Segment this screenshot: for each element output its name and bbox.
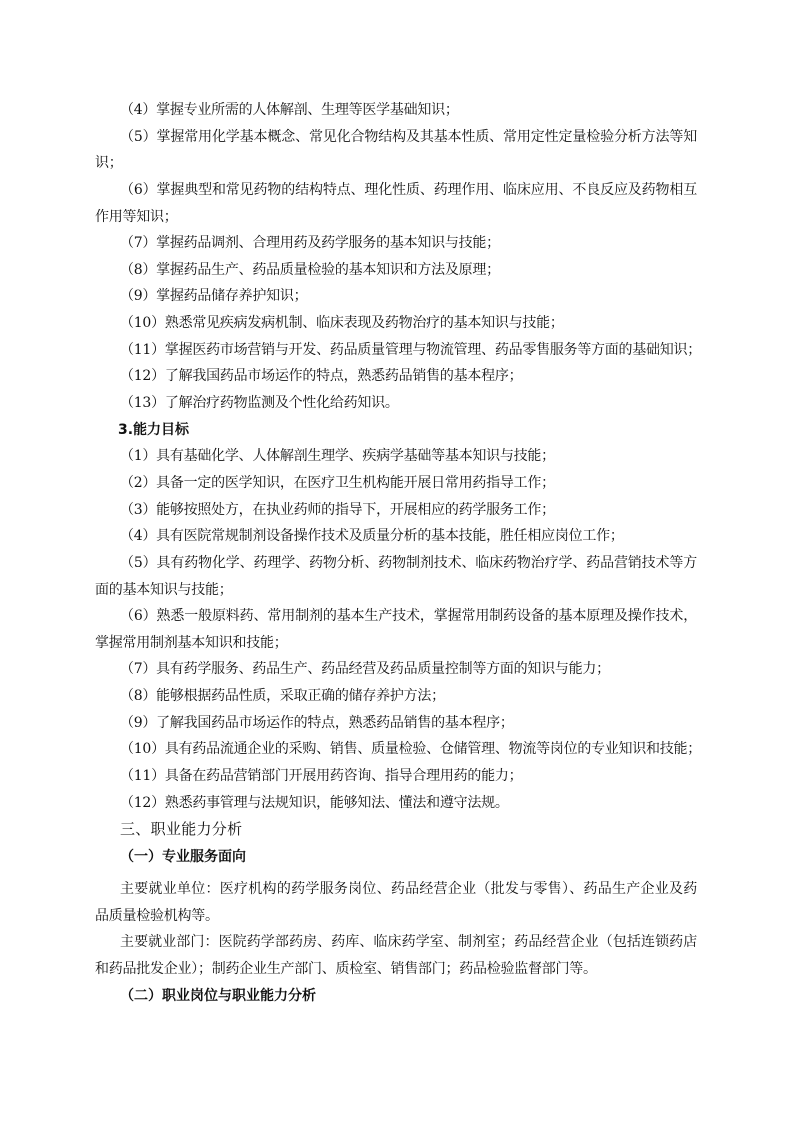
text-line: （10）熟悉常见疾病发病机制、临床表现及药物治疗的基本知识与技能； bbox=[120, 315, 564, 332]
knowledge-item bbox=[95, 390, 697, 417]
text-line: （4）具有医院常规制剂设备操作技术及质量分析的基本技能，胜任相应岗位工作； bbox=[120, 528, 624, 545]
ability-item bbox=[95, 683, 697, 710]
ability-item bbox=[95, 550, 697, 603]
text-line: （9）了解我国药品市场运作的特点，熟悉药品销售的基本程序； bbox=[120, 714, 514, 731]
knowledge-item bbox=[95, 177, 697, 230]
knowledge-item bbox=[95, 257, 697, 284]
text-line: （12）了解我国药品市场运作的特点，熟悉药品销售的基本程序； bbox=[120, 368, 523, 385]
text-line: （2）具备一定的医学知识，在医疗卫生机构能开展日常用药指导工作； bbox=[120, 474, 555, 491]
knowledge-list bbox=[95, 97, 702, 417]
knowledge-item bbox=[95, 97, 697, 124]
subsection-heading-positions: （二）职业岗位与职业能力分析 bbox=[120, 987, 316, 1004]
text-line: （11）掌握医药市场营销与开发、药品质量管理与物流管理、药品零售服务等方面的基础知识； bbox=[120, 341, 702, 358]
text-line: （3）能够按照处方，在执业药师的指导下，开展相应的药学服务工作； bbox=[120, 501, 555, 518]
text-line: 作用等知识； bbox=[95, 208, 178, 225]
knowledge-item bbox=[95, 124, 697, 177]
text-line: （1）具有基础化学、人体解剖生理学、疾病学基础等基本知识与技能； bbox=[120, 448, 555, 465]
knowledge-item bbox=[95, 337, 702, 364]
ability-item bbox=[95, 523, 697, 550]
section-heading: 三、职业能力分析 bbox=[120, 820, 243, 839]
knowledge-item bbox=[95, 363, 697, 390]
text-line: 面的基本知识与技能； bbox=[95, 581, 233, 598]
text-line: 品质量检验机构等。 bbox=[95, 907, 219, 924]
knowledge-item bbox=[95, 283, 697, 310]
text-line: 掌握常用制剂基本知识和技能； bbox=[95, 634, 288, 651]
ability-item bbox=[95, 790, 697, 817]
ability-item bbox=[95, 710, 697, 737]
text-line: 主要就业部门：医院药学部药房、药库、临床药学室、制剂室；药品经营企业（包括连锁药店 bbox=[120, 934, 697, 951]
text-line: （11）具备在药品营销部门开展用药咨询、指导合理用药的能力； bbox=[120, 768, 523, 785]
text-line: （13）了解治疗药物监测及个性化给药知识。 bbox=[120, 395, 399, 412]
text-line: 和药品批发企业）；制药企业生产部门、质检室、销售部门；药品检验监督部门等。 bbox=[95, 961, 597, 977]
text-line: （8）能够根据药品性质，采取正确的储存养护方法； bbox=[120, 688, 445, 705]
service-paragraph bbox=[95, 929, 697, 982]
ability-item bbox=[95, 470, 697, 497]
text-line: （6）掌握典型和常见药物的结构特点、理化性质、药理作用、临床应用、不良反应及药物相互 bbox=[120, 181, 697, 198]
text-line: （4）掌握专业所需的人体解剖、生理等医学基础知识； bbox=[120, 102, 459, 118]
knowledge-item bbox=[95, 230, 697, 257]
text-line: （9）掌握药品储存养护知识； bbox=[120, 288, 308, 305]
ability-item bbox=[95, 656, 697, 683]
text-line: 识； bbox=[95, 155, 123, 172]
ability-heading: 3.能力目标 bbox=[118, 421, 190, 438]
text-line: 主要就业单位：医疗机构的药学服务岗位、药品经营企业（批发与零售）、药品生产企业及药 bbox=[120, 881, 697, 898]
ability-item bbox=[95, 763, 697, 790]
ability-item bbox=[95, 603, 697, 656]
text-line: （12）熟悉药事管理与法规知识，能够知法、懂法和遵守法规。 bbox=[120, 794, 509, 811]
text-line: （7）具有药学服务、药品生产、药品经营及药品质量控制等方面的知识与能力； bbox=[120, 661, 610, 678]
subsection-heading-service: （一）专业服务面向 bbox=[120, 849, 246, 866]
ability-item bbox=[95, 736, 702, 763]
text-line: （10）具有药品流通企业的采购、销售、质量检验、仓储管理、物流等岗位的专业知识和技能； bbox=[120, 741, 702, 758]
text-line: （6）熟悉一般原料药、常用制剂的基本生产技术，掌握常用制药设备的基本原理及操作技术， bbox=[120, 608, 697, 625]
knowledge-item bbox=[95, 310, 697, 337]
ability-item bbox=[95, 497, 697, 524]
ability-list bbox=[95, 443, 702, 816]
text-line: （5）掌握常用化学基本概念、常见化合物结构及其基本性质、常用定性定量检验分析方法等知 bbox=[120, 128, 697, 145]
text-line: （5）具有药物化学、药理学、药物分析、药物制剂技术、临床药物治疗学、药品营销技术等方 bbox=[120, 554, 697, 571]
service-paragraph bbox=[95, 876, 697, 929]
document-body bbox=[95, 97, 702, 1009]
ability-item bbox=[95, 443, 697, 470]
text-line: （8）掌握药品生产、药品质量检验的基本知识和方法及原理； bbox=[120, 261, 500, 278]
text-line: （7）掌握药品调剂、合理用药及药学服务的基本知识与技能； bbox=[120, 235, 500, 252]
